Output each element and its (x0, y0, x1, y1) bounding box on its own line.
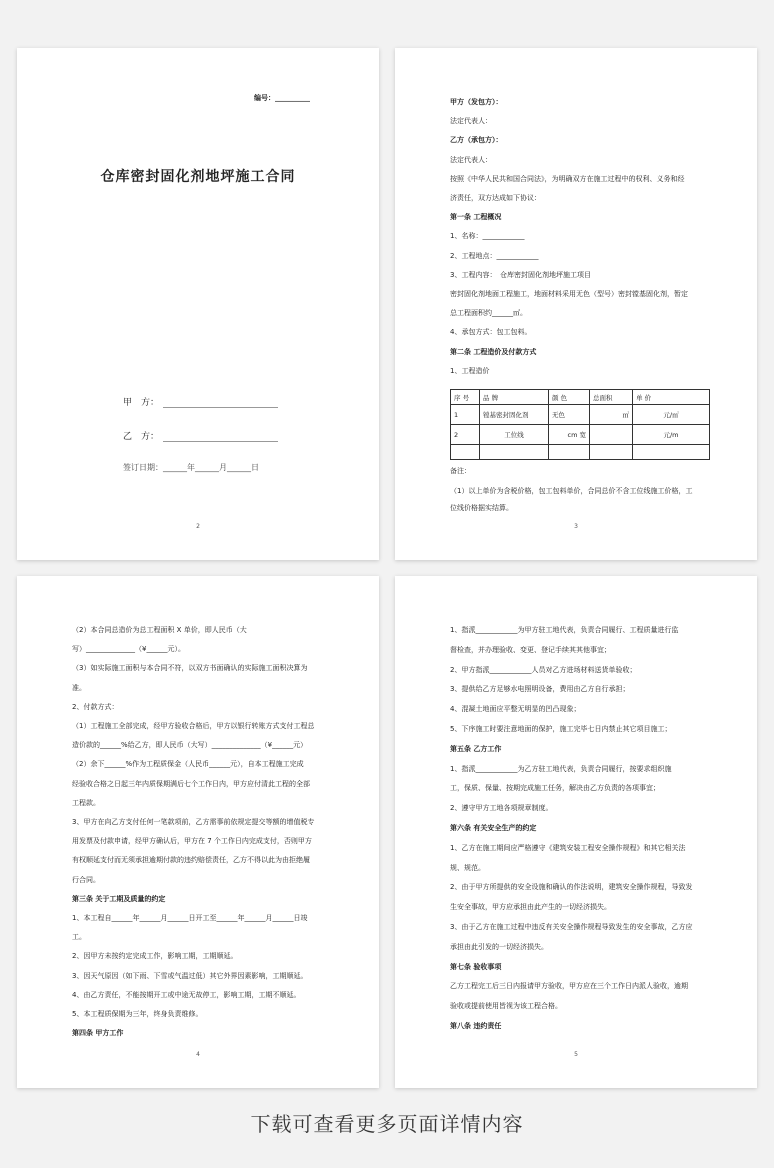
text-line: 济责任，双方达成如下协议： (450, 194, 541, 202)
text-line: （1）工程施工全部完成，经甲方验收合格后，甲方以银行转账方式支付工程总 (72, 722, 315, 730)
page-number: 5 (574, 1051, 578, 1058)
text-line: 1、乙方在施工期间应严格遵守《建筑安装工程安全操作规程》和其它相关法 (450, 843, 686, 852)
text-line: 工，保质、保量、按期完成施工任务，解决由乙方负责的各项事宜； (450, 784, 660, 793)
table-cell (590, 445, 633, 460)
contract-title: 仓库密封固化剂地坪施工合同 (100, 169, 296, 185)
section-heading: 第五条 乙方工作 (450, 744, 502, 753)
text-line: 法定代表人： (450, 117, 492, 126)
table-header-cell: 序 号 (451, 390, 480, 405)
sign-date: 签订日期：______年______月______日 (123, 463, 259, 472)
text-line: （2）本合同总造价为总工程面积 X 单价，即人民币（大 (72, 626, 247, 634)
text-line: 行合同。 (72, 875, 100, 884)
text-line: 验收或提前使用皆视为该工程合格。 (450, 1002, 562, 1011)
text-line: 经验收合格之日起三年内质保期满后七个工作日内，甲方应付清此工程的全部 (72, 779, 310, 788)
table-cell: 1 (451, 405, 480, 425)
text-line: 2、付款方式： (72, 702, 119, 711)
text-line: 准。 (72, 683, 86, 692)
contract-page-5 (395, 576, 757, 1088)
section-heading: 第二条 工程造价及付款方式 (450, 347, 537, 356)
text-line: 总工程面积约______㎡。 (450, 309, 527, 318)
text-line: 有权顺延支付而无须承担逾期付款的违约赔偿责任，乙方不得以此为由拒绝履 (72, 856, 310, 865)
text-line: 规、规范。 (450, 863, 485, 872)
text-line: 3、甲方在向乙方支付任何一笔款项前，乙方需事前依规定提交等额的增值税专 (72, 818, 315, 826)
text-line: 4、混凝土地面应平整无明显的凹凸现象； (450, 705, 581, 714)
party-a-line (163, 399, 278, 408)
text-line: 3、工程内容： 仓库密封固化剂地坪施工项目 (450, 270, 591, 279)
text-line: 2、因甲方未按约定完成工作，影响工期，工期顺延。 (72, 952, 238, 961)
table-cell (451, 445, 480, 460)
download-caption: 下载可查看更多页面详情内容 (250, 1112, 524, 1136)
text-line: 5、本工程质保期为三年，终身负责维修。 (72, 1010, 203, 1018)
text-line: 造价款的______%给乙方，即人民币（大写）______________（¥______元） (72, 741, 308, 750)
table-row (451, 445, 710, 460)
contract-page-3 (395, 48, 757, 560)
text-line: 4、由乙方责任，不能按期开工或中途无故停工，影响工期，工期不顺延。 (72, 990, 301, 999)
party-b-line (163, 433, 278, 442)
table-cell: 2 (451, 425, 480, 445)
text-line: 生安全事故，甲方应承担由此产生的一切经济损失。 (450, 903, 611, 912)
table-header-row (451, 390, 710, 405)
table-cell: cm 宽 (549, 425, 590, 445)
table-cell: 元/㎡ (633, 405, 710, 425)
text-line: 工程款。 (72, 798, 100, 807)
text-line: 1、名称：____________ (450, 232, 525, 241)
serial-number: 编号：__________ (254, 94, 310, 102)
table-cell: ㎡ (590, 405, 633, 425)
note-line: 位线价格据实结算。 (450, 504, 513, 512)
table-cell: 无色 (549, 405, 590, 425)
table-cell: 镗基密封固化剂 (480, 405, 549, 425)
text-line: 2、由于甲方所提供的安全设施和确认的作法说明，建筑安全操作规程，导致发 (450, 883, 693, 892)
contract-page-4 (17, 576, 379, 1088)
table-row (451, 425, 710, 445)
text-line: 2、工程地点：____________ (450, 251, 539, 260)
page-number: 3 (574, 523, 578, 530)
page-number: 4 (196, 1051, 200, 1058)
text-line: 按照《中华人民共和国合同法》，为明确双方在施工过程中的权利、义务和经 (450, 174, 685, 183)
text-line: （3）如实际施工面积与本合同不符，以双方书面确认的实际施工面积决算为 (72, 664, 308, 673)
table-header-cell: 品 牌 (480, 390, 549, 405)
text-line: 1、本工程自______年______月______日开工至______年______月______日竣 (72, 914, 308, 922)
text-line: 3、由于乙方在施工过程中违反有关安全操作规程导致发生的安全事故，乙方应 (450, 923, 693, 931)
section-heading: 甲方（发包方）： (450, 98, 503, 106)
table-header-cell: 总面积 (590, 390, 633, 405)
text-line: 法定代表人： (450, 155, 492, 164)
party-a-label: 甲 方： (123, 398, 160, 408)
party-b-row (123, 429, 278, 442)
text-line: 2、甲方指派____________人员对乙方进场材料送货单验收； (450, 665, 637, 674)
price-table (450, 389, 710, 460)
section-heading: 第六条 有关安全生产的约定 (450, 824, 537, 832)
section-heading: 第三条 关于工期及质量的约定 (72, 894, 166, 903)
table-header-cell: 单 价 (633, 390, 710, 405)
table-cell (480, 445, 549, 460)
table-cell (590, 425, 633, 445)
text-line: 5、下序施工时要注意地面的保护，施工完毕七日内禁止其它项目施工； (450, 725, 672, 733)
table-header-cell: 颜 色 (549, 390, 590, 405)
text-line: 1、工程造价 (450, 366, 490, 375)
text-line: 3、提供给乙方足够水电照明设备，费用由乙方自行承担； (450, 685, 630, 694)
text-line: 2、遵守甲方工地各项规章制度。 (450, 804, 553, 813)
section-heading: 乙方（承包方）： (450, 136, 503, 145)
text-line: 用发票及付款申请，经甲方确认后，甲方在 7 个工作日内完成支付，否则甲方 (72, 837, 312, 846)
table-cell: 元/m (633, 425, 710, 445)
table-cell: 工位线 (480, 425, 549, 445)
table-cell (633, 445, 710, 460)
party-b-label: 乙 方： (123, 432, 160, 442)
text-line: 1、指派____________为乙方驻工地代表，负责合同履行，按要求组织施 (450, 764, 672, 773)
text-line: （2）余下______%作为工程质保金（人民币______元），自本工程施工完成 (72, 760, 304, 769)
text-line: 写）______________（¥______元）。 (72, 645, 185, 654)
table-row (451, 405, 710, 425)
section-heading: 第七条 验收事项 (450, 962, 502, 971)
text-line: 承担由此引发的一切经济损失。 (450, 942, 548, 951)
section-heading: 第一条 工程概况 (450, 213, 502, 222)
page-number: 2 (196, 523, 200, 530)
section-heading: 第八条 违约责任 (450, 1022, 502, 1030)
text-line: 4、承包方式：包工包料。 (450, 328, 532, 337)
party-a-row (123, 395, 278, 408)
text-line: 3、因天气原因（如下雨、下雪或气温过低）其它外界因素影响，工期顺延。 (72, 971, 308, 980)
text-line: 工。 (72, 933, 86, 942)
cover-page (17, 48, 379, 560)
note-line: 备注： (450, 467, 471, 475)
text-line: 密封固化剂地面工程施工，地面材料采用无色（型号）密封镗基固化剂，暂定 (450, 290, 688, 298)
text-line: 乙方工程完工后三日内报请甲方验收，甲方应在三个工作日内派人验收，逾期 (450, 982, 688, 991)
table-cell (549, 445, 590, 460)
text-line: 督检查，并办理验收、变更、登记手续其其他事宜； (450, 645, 611, 654)
text-line: 1、指派____________为甲方驻工地代表，负责合同履行、工程质量进行监 (450, 626, 679, 634)
section-heading: 第四条 甲方工作 (72, 1029, 124, 1038)
note-line: （1）以上单价为含税价格，包工包料单价，合同总价不含工位线施工价格，工 (450, 487, 693, 495)
